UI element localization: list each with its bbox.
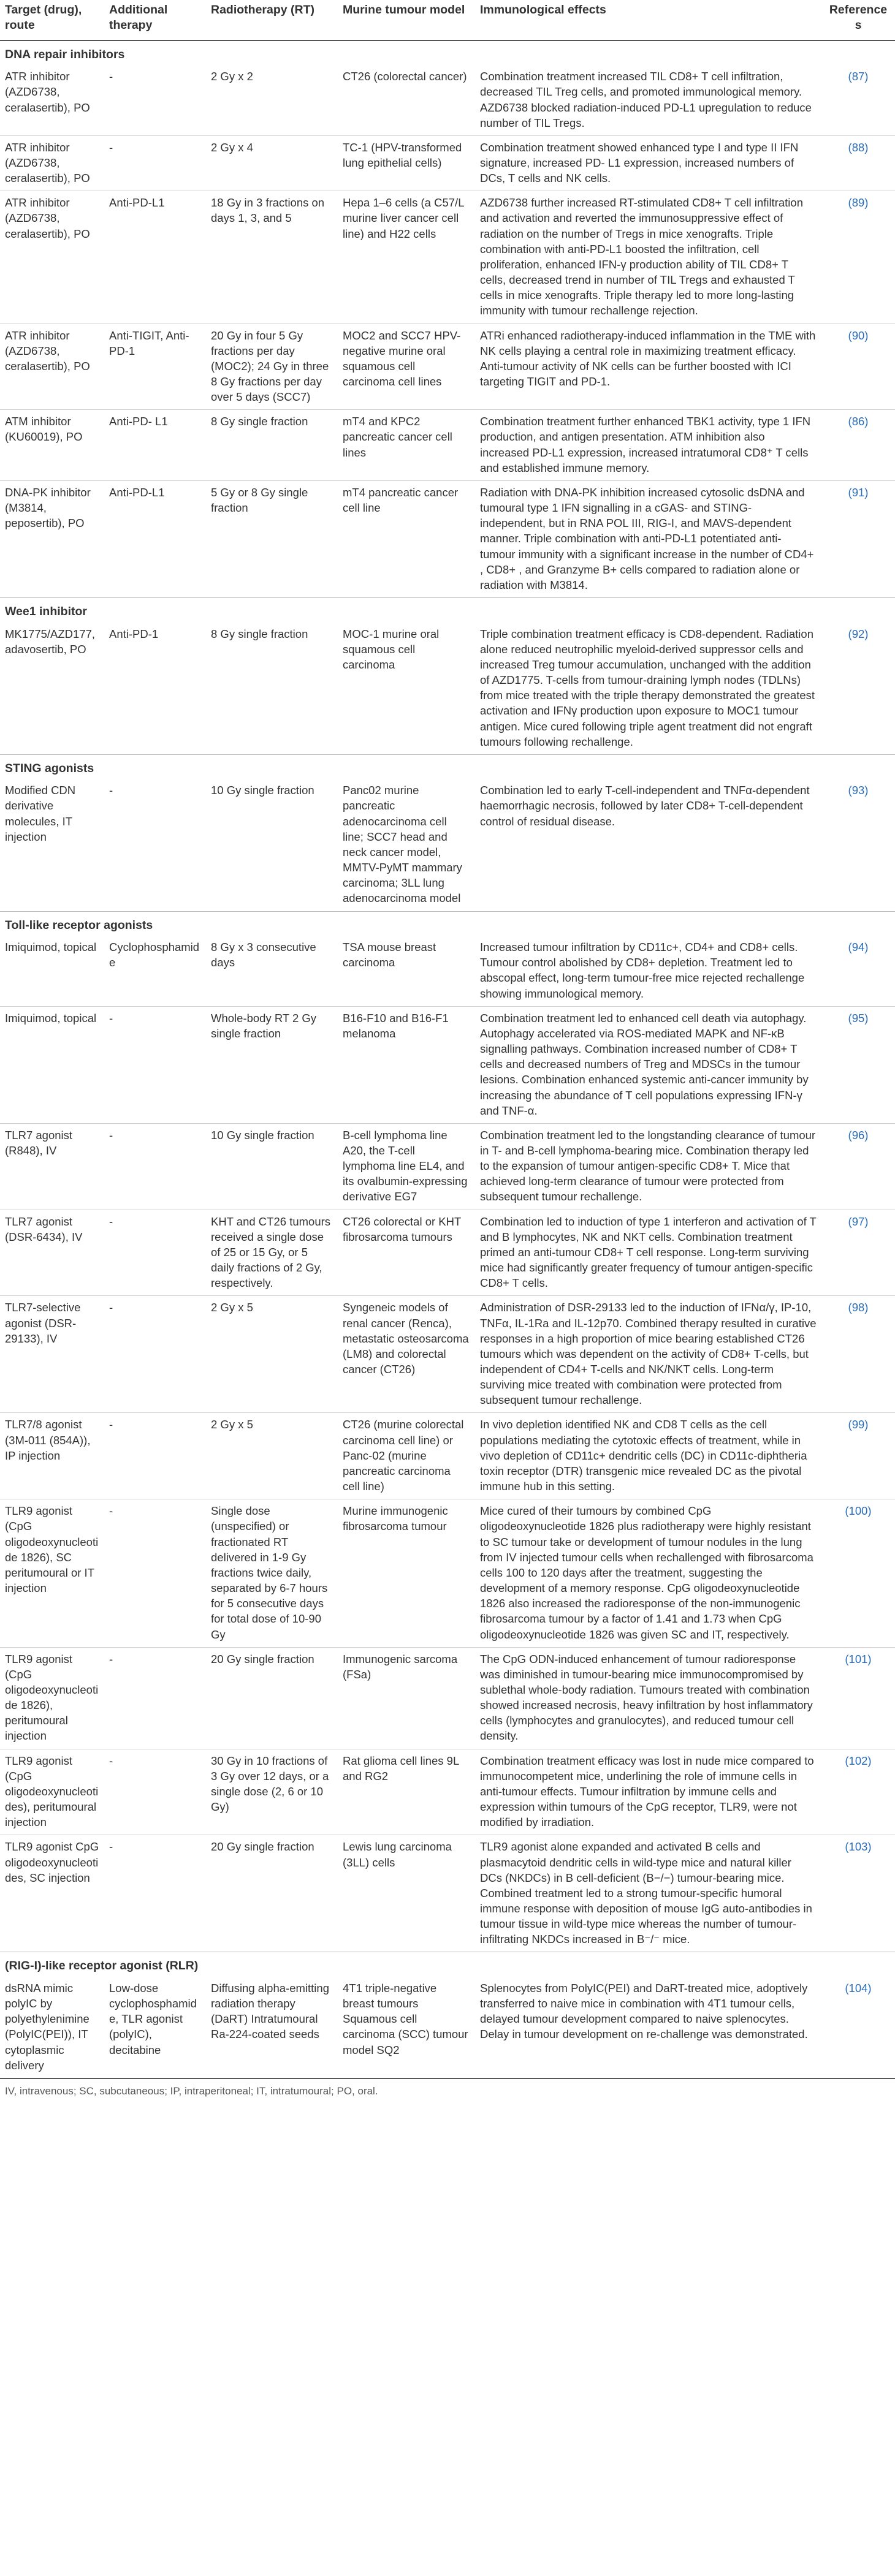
cell-reference — [821, 1647, 895, 1749]
cell-immunological-effects: The CpG ODN-induced enhancement of tumour radioresponse was diminished in tumour-bearing mice immunocompromised by sublethal whole-body radiation. Tumours treated with combination showed increased necrosis, heavy infiltration by host inflammatory cells (lymphocytes and granulocytes), and reduced tumour cell density. — [475, 1647, 821, 1749]
cell-reference — [821, 135, 895, 191]
table-footnote: IV, intravenous; SC, subcutaneous; IP, intraperitoneal; IT, intratumoural; PO, oral. — [0, 2078, 895, 2102]
section-cell — [0, 1952, 895, 1977]
cell-additional-therapy: Anti-PD-L1 — [104, 480, 206, 597]
cell-target: TLR9 agonist (CpG oligodeoxynucleotide 1826), peritumoural injection — [0, 1647, 104, 1749]
section-row — [0, 40, 895, 66]
cell-immunological-effects: Combination treatment increased TIL CD8+ T cell infiltration, decreased TIL Treg cells, and promoted immunological memory. AZD6738 blocked radiation-induced PD-L1 upregulation to reduce number of TIL Tregs. — [480, 70, 812, 129]
table-row — [0, 1006, 895, 1123]
cell-reference — [821, 779, 895, 911]
cell-target: TLR7 agonist (DSR-6434), IV — [0, 1210, 104, 1296]
header-immunological-effects: Immunological effects — [475, 0, 821, 40]
section-cell — [0, 598, 895, 623]
cell-additional-therapy: Anti-PD- L1 — [104, 410, 206, 481]
header-references: References — [821, 0, 895, 40]
cell-radiotherapy: 8 Gy x 3 consecutive days — [211, 941, 316, 969]
cell-radiotherapy: Diffusing alpha-emitting radiation therapy (DaRT) Intratumoural Ra-224-coated seeds — [211, 1981, 329, 2041]
reference-link[interactable]: (89) — [848, 196, 869, 210]
cell-target: Modified CDN derivative molecules, IT injection — [5, 784, 76, 843]
reference-link[interactable]: (102) — [845, 1754, 872, 1767]
reference-link[interactable]: (99) — [848, 1418, 869, 1431]
cell-additional-therapy: - — [109, 70, 113, 83]
table-row — [0, 1210, 895, 1296]
cell-radiotherapy: 2 Gy x 2 — [211, 70, 253, 83]
reference-link[interactable]: (94) — [848, 941, 869, 954]
cell-tumour-model: TSA mouse breast carcinoma — [343, 941, 436, 969]
cell-radiotherapy: 30 Gy in 10 fractions of 3 Gy over 12 days, or a single dose (2, 6 or 10 Gy) — [206, 1749, 338, 1835]
cell-additional-therapy: - — [104, 1835, 206, 1952]
reference-link[interactable]: (91) — [848, 485, 869, 499]
table-row — [0, 191, 895, 324]
reference-link[interactable]: (88) — [848, 140, 869, 154]
cell-additional-therapy: Cyclophosphamide — [109, 941, 200, 969]
cell-radiotherapy: 8 Gy single fraction — [211, 627, 308, 640]
cell-radiotherapy: 2 Gy x 5 — [206, 1413, 338, 1499]
section-title: Toll-like receptor agonists — [5, 918, 153, 932]
section-title: Wee1 inhibitor — [5, 605, 87, 619]
cell-target: TLR7/8 agonist (3M-011 (854A)), IP injection — [0, 1413, 104, 1499]
table-row — [0, 1296, 895, 1413]
cell-reference — [821, 410, 895, 481]
cell-reference — [821, 1296, 895, 1413]
cell-reference — [821, 1210, 895, 1296]
cell-additional-therapy: Low-dose cyclophosphamide, TLR agonist (polyIC), decitabine — [109, 1981, 197, 2056]
table-row — [0, 1749, 895, 1835]
reference-link[interactable]: (93) — [848, 784, 869, 797]
cell-reference — [821, 480, 895, 597]
reference-link[interactable]: (86) — [848, 415, 869, 428]
table-row — [0, 1647, 895, 1749]
cell-tumour-model: Panc02 murine pancreatic adenocarcinoma cell line; SCC7 head and neck cancer model, MMTV-PyMT mammary carcinoma; 3LL lung adenocarcinoma model — [343, 784, 462, 905]
cell-immunological-effects: ATRi enhanced radiotherapy-induced inflammation in the TME with NK cells playing a central role in maximizing treatment efficacy. Anti-tumour activity of NK cells can be further boosted with ICI targeting TIGIT and PD-1. — [475, 324, 821, 410]
reference-link[interactable]: (87) — [848, 70, 869, 83]
reference-link[interactable]: (90) — [848, 328, 869, 342]
cell-additional-therapy: Anti-PD-1 — [109, 627, 159, 640]
cell-reference — [821, 1006, 895, 1123]
reference-link[interactable]: (98) — [848, 1301, 869, 1314]
cell-additional-therapy: - — [104, 1296, 206, 1413]
cell-reference — [821, 191, 895, 324]
cell-target: TLR7-selective agonist (DSR-29133), IV — [0, 1296, 104, 1413]
cell-target: ATR inhibitor (AZD6738, ceralasertib), PO — [0, 191, 104, 324]
cell-tumour-model: B-cell lymphoma line A20, the T-cell lymphoma line EL4, and its ovalbumin-expressing derivative EG7 — [338, 1123, 475, 1210]
cell-tumour-model: Rat glioma cell lines 9L and RG2 — [338, 1749, 475, 1835]
section-row — [0, 598, 895, 623]
cell-reference — [821, 1835, 895, 1952]
cell-reference — [821, 1499, 895, 1647]
cell-tumour-model: mT4 and KPC2 pancreatic cancer cell lines — [338, 410, 475, 481]
reference-link[interactable]: (97) — [848, 1214, 869, 1228]
cell-additional-therapy: - — [104, 1647, 206, 1749]
section-title: DNA repair inhibitors — [5, 47, 125, 61]
section-cell — [0, 40, 895, 66]
cell-radiotherapy: 2 Gy x 5 — [206, 1296, 338, 1413]
cell-reference — [821, 1749, 895, 1835]
cell-radiotherapy: KHT and CT26 tumours received a single dose of 25 or 15 Gy, or 5 daily fractions of 2 Gy, respectively. — [206, 1210, 338, 1296]
cell-target: Imiquimod, topical — [0, 1006, 104, 1123]
cell-tumour-model: 4T1 triple-negative breast tumours Squamous cell carcinoma (SCC) tumour model SQ2 — [343, 1981, 468, 2056]
reference-link[interactable]: (101) — [845, 1652, 872, 1665]
cell-immunological-effects: In vivo depletion identified NK and CD8 T cells as the cell populations mediating the cytotoxic effects of treatment, while in vivo depletion of CD11c+ dendritic cells (DC) in CD11c-diphtheria toxin receptor (DTR) transgenic mice revealed DC as the pivotal immune hub in this setting. — [475, 1413, 821, 1499]
cell-radiotherapy: 2 Gy x 4 — [206, 135, 338, 191]
cell-additional-therapy: - — [104, 1413, 206, 1499]
cell-target: TLR9 agonist CpG oligodeoxynucleotides, SC injection — [0, 1835, 104, 1952]
cell-additional-therapy: - — [104, 1749, 206, 1835]
cell-target: dsRNA mimic polyIC by polyethylenimine (PolyIC(PEI)), IT cytoplasmic delivery — [5, 1981, 90, 2072]
cell-reference — [821, 65, 895, 135]
cell-radiotherapy: Whole-body RT 2 Gy single fraction — [206, 1006, 338, 1123]
reference-link[interactable]: (104) — [845, 1981, 872, 1995]
cell-target: DNA-PK inhibitor (M3814, peposertib), PO — [0, 480, 104, 597]
cell-additional-therapy: - — [104, 1499, 206, 1647]
cell-additional-therapy: - — [104, 1123, 206, 1210]
cell-tumour-model: Immunogenic sarcoma (FSa) — [338, 1647, 475, 1749]
table-row — [0, 324, 895, 410]
table-row — [0, 779, 895, 911]
table-body — [0, 40, 895, 2078]
cell-reference — [821, 1123, 895, 1210]
table-row — [0, 135, 895, 191]
cell-immunological-effects: Combination treatment efficacy was lost in nude mice compared to immunocompetent mice, underlining the role of immune cells in anti-tumour effects. Tumour infiltration by immune cells and expression within tumours of the CpG receptor, TLR9, were not modified by irradiation. — [475, 1749, 821, 1835]
cell-tumour-model: Lewis lung carcinoma (3LL) cells — [338, 1835, 475, 1952]
cell-tumour-model: CT26 colorectal or KHT fibrosarcoma tumours — [338, 1210, 475, 1296]
cell-radiotherapy: 8 Gy single fraction — [206, 410, 338, 481]
table-row — [0, 1835, 895, 1952]
reference-link[interactable]: (103) — [845, 1840, 872, 1854]
cell-target: Imiquimod, topical — [5, 941, 97, 954]
cell-tumour-model: Hepa 1–6 cells (a C57/L murine liver cancer cell line) and H22 cells — [338, 191, 475, 324]
section-cell — [0, 911, 895, 936]
section-row — [0, 911, 895, 936]
cell-immunological-effects: Splenocytes from PolyIC(PEI) and DaRT-treated mice, adoptively transferred to naive mice in combination with 4T1 tumour cells, delayed tumour development compared to naive splenocytes. Delay in tumour development on re-challenge was demonstrated. — [480, 1981, 808, 2041]
cell-tumour-model: mT4 pancreatic cancer cell line — [338, 480, 475, 597]
section-row — [0, 1952, 895, 1977]
cell-immunological-effects: Triple combination treatment efficacy is CD8-dependent. Radiation alone reduced neutrophilic myeloid-derived suppressor cells and increased Treg tumour accumulation, unchanged with the addition of AZD1775. T-cells from tumour-draining lymph nodes (TDLNs) from mice treated with the triple therapy demonstrated the greatest activation and IFNγ production upon exposure to MOC1 tumour antigen. Mice cured following triple agent treatment did not engraft tumours following rechallenge. — [480, 627, 815, 748]
header-target: Target (drug), route — [0, 0, 104, 40]
cell-immunological-effects: Radiation with DNA-PK inhibition increased cytosolic dsDNA and tumoural type 1 IFN signalling in a cGAS- and STING-independent, but in RNA POL III, RIG-I, and MAVS-dependent manner. Triple combination with anti-PD-L1 potentiated anti-tumour immunity with a significant increase in the number of CD4+ , CD8+ , and Granzyme B+ cells compared to radiation alone or radiation with M3814. — [475, 480, 821, 597]
cell-immunological-effects: Administration of DSR-29133 led to the induction of IFNα/γ, IP-10, TNFα, IL-1Ra and IL-12p70. Combined therapy resulted in curative responses in a high proportion of mice bearing established CT26 tumours which was dependent on the activity of CD8+ T-cells, but independent of CD4+ T-cells and NK/NKT cells. Long-term surviving mice treated with combination were protected from subsequent tumour rechallenge. — [475, 1296, 821, 1413]
section-title: (RIG-I)-like receptor agonist (RLR) — [5, 1959, 199, 1973]
table-row — [0, 623, 895, 755]
cell-immunological-effects: Combination led to early T-cell-independent and TNFα-dependent haemorrhagic necrosis, followed by later CD8+ T-cell-dependent control of residual disease. — [480, 784, 810, 828]
cell-tumour-model: TC-1 (HPV-transformed lung epithelial cells) — [338, 135, 475, 191]
cell-immunological-effects: Mice cured of their tumours by combined CpG oligodeoxynucleotide 1826 plus radiotherapy were highly resistant to SC tumour take or development of tumour nodules in the lung from IV injected tumour cells when rechallenged with fibrosarcoma cells 100 to 120 days after the treatment, suggesting the development of a memory response. CpG oligodeoxynucleotide 1826 also increased the radioresponse of the non-immunogenic fibrosarcoma tumour by a factor of 1.41 and 1.73 when CpG oligodeoxynucleotide 1826 was given SC and IT, respectively. — [475, 1499, 821, 1647]
cell-radiotherapy: Single dose (unspecified) or fractionated RT delivered in 1-9 Gy fractions twice daily, separated by 6-7 hours for 5 consecutive days for total dose of 10-90 Gy — [206, 1499, 338, 1647]
cell-immunological-effects: Combination led to induction of type 1 interferon and activation of T and B lymphocytes, NK and NKT cells. Combination treatment primed an anti-tumour CD8+ T cell response. Long-term surviving mice had significantly greater frequency of tumour antigen-specific CD8+ T cells. — [475, 1210, 821, 1296]
cell-target: TLR7 agonist (R848), IV — [0, 1123, 104, 1210]
table-row — [0, 936, 895, 1006]
section-title: STING agonists — [5, 761, 94, 775]
cell-target: TLR9 agonist (CpG oligodeoxynucleotides), peritumoural injection — [0, 1749, 104, 1835]
cell-radiotherapy: 20 Gy single fraction — [206, 1835, 338, 1952]
cell-additional-therapy: - — [104, 1210, 206, 1296]
cell-additional-therapy: - — [109, 784, 113, 797]
table-row — [0, 480, 895, 597]
table-row — [0, 410, 895, 481]
section-cell — [0, 754, 895, 779]
cell-target: ATR inhibitor (AZD6738, ceralasertib), PO — [0, 324, 104, 410]
table-row — [0, 1123, 895, 1210]
cell-tumour-model: MOC-1 murine oral squamous cell carcinoma — [343, 627, 440, 671]
cell-immunological-effects: TLR9 agonist alone expanded and activated B cells and plasmacytoid dendritic cells in wild-type mice and natural killer DCs (NKDCs) in B cell-deficient (B−/−) tumour-bearing mice. Combined treatment led to a strong tumour-specific humoral immune response with deposition of mouse IgG auto-antibodies in tumour tissue in wild-type mice whereas the number of tumour-infiltrating NKDCs increased in B⁻/⁻ mice. — [475, 1835, 821, 1952]
cell-immunological-effects: Combination treatment led to the longstanding clearance of tumour in T- and B-cell lymphoma-bearing mice. Combination therapy led to the expansion of tumour antigen-specific CD8+ T. Mice that achieved long-term clearance of tumour were protected from subsequent tumour rechallenge. — [475, 1123, 821, 1210]
section-row — [0, 754, 895, 779]
cell-target: TLR9 agonist (CpG oligodeoxynucleotide 1826), SC peritumoural or IT injection — [0, 1499, 104, 1647]
cell-radiotherapy: 5 Gy or 8 Gy single fraction — [206, 480, 338, 597]
reference-link[interactable]: (92) — [848, 627, 869, 640]
reference-link[interactable]: (96) — [848, 1128, 869, 1142]
cell-radiotherapy: 20 Gy in four 5 Gy fractions per day (MOC2); 24 Gy in three 8 Gy fractions per day over 5 days (SCC7) — [206, 324, 338, 410]
cell-target: ATR inhibitor (AZD6738, ceralasertib), PO — [0, 135, 104, 191]
cell-tumour-model: Murine immunogenic fibrosarcoma tumour — [338, 1499, 475, 1647]
cell-target: ATM inhibitor (KU60019), PO — [0, 410, 104, 481]
table-row — [0, 65, 895, 135]
reference-link[interactable]: (95) — [848, 1011, 869, 1025]
table-row — [0, 1977, 895, 2078]
cell-immunological-effects: Combination treatment showed enhanced type I and type II IFN signature, increased PD- L1 expression, increased numbers of DCs, T cells and NK cells. — [475, 135, 821, 191]
header-radiotherapy: Radiotherapy (RT) — [206, 0, 338, 40]
cell-radiotherapy: 10 Gy single fraction — [211, 784, 314, 797]
cell-additional-therapy: - — [104, 1006, 206, 1123]
cell-additional-therapy: - — [104, 135, 206, 191]
table-row — [0, 1413, 895, 1499]
cell-reference — [821, 1977, 895, 2078]
cell-immunological-effects: AZD6738 further increased RT-stimulated CD8+ T cell infiltration and activation and reverted the immunosuppressive effect of radiation on the number of Tregs in mice xenografts. Triple combination with anti-PD-L1 boosted the infiltration, cell proliferation, enhanced IFN-γ production ability of TIL CD8+ T cells, decreased trend in number of TIL Tregs and exhausted T cells in mice xenografts. Triple therapy led to more long-lasting immunity with tumour rechallenge rejection. — [475, 191, 821, 324]
table-header-row — [0, 0, 895, 40]
cell-target: MK1775/AZD177, adavosertib, PO — [5, 627, 96, 656]
cell-tumour-model: CT26 (colorectal cancer) — [343, 70, 467, 83]
cell-reference — [821, 1413, 895, 1499]
cell-target: ATR inhibitor (AZD6738, ceralasertib), PO — [5, 70, 90, 114]
cell-tumour-model: Syngeneic models of renal cancer (Renca), metastatic osteosarcoma (LM8) and colorectal cancer (CT26) — [338, 1296, 475, 1413]
table-row — [0, 1499, 895, 1647]
header-tumour-model: Murine tumour model — [338, 0, 475, 40]
header-additional-therapy: Additional therapy — [104, 0, 206, 40]
cell-immunological-effects: Combination treatment further enhanced TBK1 activity, type 1 IFN production, and antigen presentation. ATM inhibition also increased PD-L1 expression, increased intratumoral CD8⁺ T cells and established immune memory. — [475, 410, 821, 481]
cell-reference — [821, 324, 895, 410]
cell-radiotherapy: 20 Gy single fraction — [206, 1647, 338, 1749]
cell-tumour-model: CT26 (murine colorectal carcinoma cell line) or Panc-02 (murine pancreatic carcinoma cell line) — [338, 1413, 475, 1499]
cell-immunological-effects: Combination treatment led to enhanced cell death via autophagy. Autophagy accelerated via ROS-mediated MAPK and NF-κB signalling pathways. Combination increased number of CD8+ T cells and decreased numbers of Treg and MDSCs in the tumour lesions. Combination enhanced systemic anti-cancer immunity by increasing the abundance of T cell populations expressing IFN-γ and TNF-α. — [475, 1006, 821, 1123]
cell-reference — [821, 936, 895, 1006]
cell-tumour-model: B16-F10 and B16-F1 melanoma — [338, 1006, 475, 1123]
cell-immunological-effects: Increased tumour infiltration by CD11c+, CD4+ and CD8+ cells. Tumour control abolished by CD8+ depletion. Treatment led to abscopal effect, long-term tumour-free mice rejected rechallenge showing immunological memory. — [480, 941, 805, 1000]
cell-additional-therapy: Anti-PD-L1 — [104, 191, 206, 324]
cell-reference — [821, 623, 895, 755]
cell-radiotherapy: 18 Gy in 3 fractions on days 1, 3, and 5 — [206, 191, 338, 324]
cell-tumour-model: MOC2 and SCC7 HPV-negative murine oral squamous cell carcinoma cell lines — [338, 324, 475, 410]
cell-radiotherapy: 10 Gy single fraction — [206, 1123, 338, 1210]
cell-additional-therapy: Anti-TIGIT, Anti-PD-1 — [104, 324, 206, 410]
reference-link[interactable]: (100) — [845, 1504, 872, 1518]
